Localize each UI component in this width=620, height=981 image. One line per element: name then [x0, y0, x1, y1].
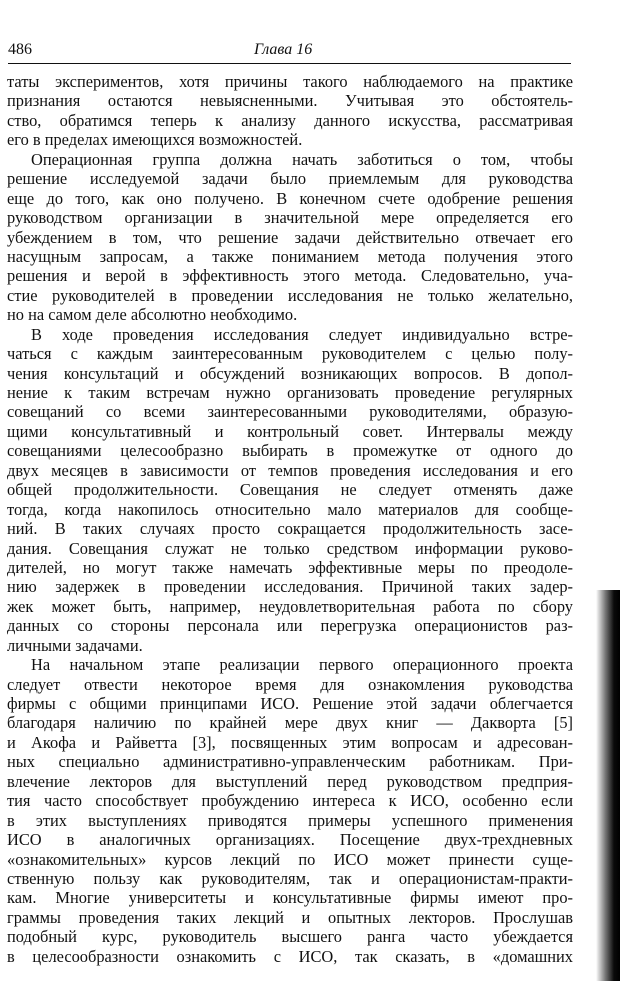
text-line: данных со стороны персонала или перегрузка операционистов раз-: [7, 616, 573, 636]
text-line: еще до того, как оно получено. В конечном счете одобрение решения: [7, 188, 573, 208]
text-line: ственную пользу как руководителям, так и операционистам-практи-: [7, 868, 573, 888]
text-line: двух месяцев в зависимости от темпов проведения исследования и его: [7, 460, 573, 480]
text-line: но на самом деле абсолютно необходимо.: [7, 305, 298, 325]
text-line: ных специально административно-управленческим работникам. При-: [7, 752, 573, 772]
text-line: кам. Многие университеты и консультативные фирмы имеют про-: [7, 888, 573, 908]
text-line: дителей, но могут также намечать эффективные меры по преодоле-: [7, 557, 573, 577]
page-edge-shadow: [596, 590, 620, 981]
text-line: и Акофа и Райветта [3], посвященных этим вопросам и адресован-: [7, 732, 573, 752]
text-line: решение исследуемой задачи было приемлемым для руководства: [7, 169, 573, 189]
text-line: насущным запросам, а также пониманием метода получения этого: [7, 246, 573, 266]
paragraph: [7, 150, 573, 325]
running-head: Глава 16: [254, 41, 313, 58]
text-line: его в пределах имеющихся возможностей.: [7, 130, 303, 150]
text-line: ИСО в аналогичных организациях. Посещение двух-трехдневных: [7, 830, 573, 850]
text-line: руководством организации в значительной мере определяется его: [7, 208, 573, 228]
text-line: подобный курс, руководитель высшего ранга часто убеждается: [7, 927, 573, 947]
text-line: тогда, когда накопилось относительно мало материалов для сообще-: [7, 499, 573, 519]
text-line: в целесообразности ознакомить с ИСО, так сказать, в «домашних: [7, 946, 573, 966]
text-line: нию задержек в проведении исследования. Причиной таких задер-: [7, 577, 573, 597]
paragraph: [7, 325, 573, 655]
text-line: общей продолжительности. Совещания не следует отменять даже: [7, 480, 573, 500]
text-line: признания остаются невыясненными. Учитывая это обстоятель-: [7, 91, 573, 111]
text-line: следует отвести некоторое время для ознакомления руководства: [7, 674, 573, 694]
text-line: дания. Совещания служат не только средством информации руково-: [7, 538, 573, 558]
page-number: 486: [8, 41, 32, 58]
text-line: таты экспериментов, хотя причины такого наблюдаемого на практике: [7, 72, 573, 91]
paragraph: [7, 655, 573, 966]
text-line: В ходе проведения исследования следует индивидуально встре-: [31, 324, 573, 344]
text-line: стие руководителей в проведении исследования не только желательно,: [7, 285, 573, 305]
text-line: в этих выступлениях приводятся примеры успешного применения: [7, 810, 573, 830]
text-line: чения консультаций и обсуждений возникающих вопросов. В допол-: [7, 363, 573, 383]
text-line: ний. В таких случаях просто сокращается продолжительность засе-: [7, 519, 573, 539]
header-rule: [8, 63, 571, 64]
text-line: «ознакомительных» курсов лекций по ИСО может принести суще-: [7, 849, 573, 869]
text-line: На начальном этапе реализации первого операционного проекта: [31, 655, 573, 675]
text-line: благодаря наличию по крайней мере двух книг — Дакворта [5]: [7, 713, 573, 733]
page-body: [7, 72, 573, 966]
text-line: ство, обратимся теперь к анализу данного искусства, рассматривая: [7, 110, 573, 130]
text-line: решения и верой в эффективность этого метода. Следовательно, уча-: [7, 266, 573, 286]
text-line: нение к таким встречам нужно организовать проведение регулярных: [7, 383, 573, 402]
text-line: тия часто способствует пробуждению интереса к ИСО, особенно если: [7, 791, 573, 811]
text-line: жек может быть, например, неудовлетворительная работа по сбору: [7, 596, 573, 616]
page-header: [8, 40, 571, 60]
text-line: совещаниями целесообразно выбирать в промежутке от одного до: [7, 441, 573, 461]
text-line: влечение лекторов для выступлений перед руководством предприя-: [7, 771, 573, 791]
paragraph: [7, 72, 573, 150]
text-line: щими консультативный и контрольный совет. Интервалы между: [7, 421, 573, 441]
text-line: фирмы с общими принципами ИСО. Решение этой задачи облегчается: [7, 694, 573, 713]
text-line: Операционная группа должна начать заботиться о том, чтобы: [31, 149, 573, 169]
text-line: совещаний со всеми заинтересованными руководителями, образую-: [7, 402, 573, 422]
text-line: чаться с каждым заинтересованным руководителем с целью полу-: [7, 344, 573, 364]
text-line: убеждением в том, что решение задачи действительно отвечает его: [7, 227, 573, 247]
text-line: граммы проведения таких лекций и опытных лекторов. Прослушав: [7, 907, 573, 927]
text-line: личными задачами.: [7, 635, 143, 655]
